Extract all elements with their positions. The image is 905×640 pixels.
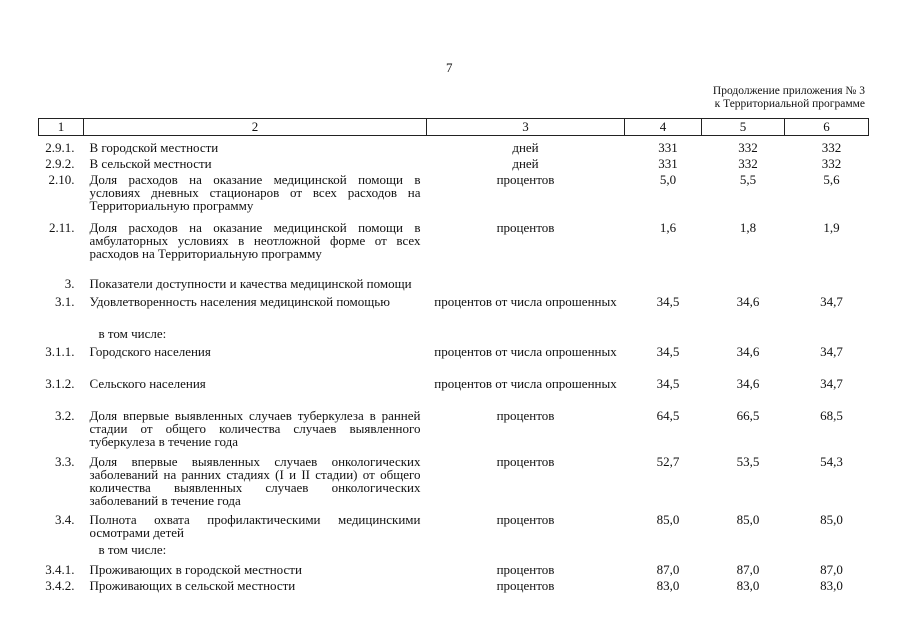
- row-unit: процентов: [496, 454, 555, 469]
- header-col-6: 6: [785, 119, 869, 136]
- row-value-col5: [702, 543, 785, 563]
- row-unit: процентов от числа опрошенных: [434, 344, 617, 359]
- row-value-col4: 331: [658, 156, 678, 171]
- row-unit: процентов: [496, 172, 555, 187]
- row-description: В городской местности: [89, 140, 219, 155]
- row-number: 3.1.1.: [45, 344, 75, 359]
- row-value-col5: 34,6: [736, 376, 760, 391]
- row-value-col6: [785, 277, 869, 295]
- table-row: [39, 157, 869, 173]
- row-value-col4: 34,5: [656, 344, 680, 359]
- row-number: 3.1.2.: [45, 376, 75, 391]
- row-value-col5: 5,5: [739, 172, 757, 187]
- row-value-col5: [702, 327, 785, 345]
- row-value-col6: 54,3: [820, 454, 843, 469]
- row-number: 3.3.: [55, 454, 75, 469]
- header-col-1: 1: [39, 119, 84, 136]
- row-value-col6: 85,0: [820, 512, 843, 527]
- row-value-col6: 87,0: [820, 562, 843, 577]
- row-unit: процентов: [496, 220, 555, 235]
- table-row: [39, 579, 869, 595]
- row-description: в том числе:: [98, 542, 167, 557]
- row-unit: процентов: [496, 562, 555, 577]
- row-value-col6: 83,0: [820, 578, 843, 593]
- row-number: [39, 543, 84, 563]
- row-unit: процентов от числа опрошенных: [434, 294, 617, 309]
- section-row: [39, 277, 869, 295]
- row-value-col4: 331: [658, 140, 678, 155]
- continuation-caption: [713, 85, 865, 111]
- row-value-col6: 34,7: [820, 376, 843, 391]
- row-number: [39, 327, 84, 345]
- continuation-line-1: Продолжение приложения № 3: [712, 85, 865, 97]
- row-value-col5: 332: [738, 156, 758, 171]
- row-unit: дней: [512, 140, 539, 155]
- row-value-col4: 1,6: [659, 220, 677, 235]
- header-col-3: 3: [427, 119, 625, 136]
- row-number: 3.4.1.: [45, 562, 75, 577]
- table-row: [39, 221, 869, 277]
- header-col-5: 5: [702, 119, 785, 136]
- row-number: 3.4.2.: [45, 578, 75, 593]
- row-value-col4: 52,7: [656, 454, 680, 469]
- subheading-row: [39, 543, 869, 563]
- row-description: В сельской местности: [89, 156, 212, 171]
- row-value-col4: 5,0: [659, 172, 677, 187]
- row-value-col5: 34,6: [736, 294, 760, 309]
- row-value-col5: 85,0: [736, 512, 760, 527]
- row-value-col5: 83,0: [736, 578, 760, 593]
- row-description: Сельского населения: [89, 376, 206, 391]
- row-value-col5: 332: [738, 140, 758, 155]
- row-value-col4: [625, 543, 702, 563]
- row-description: Доля впервые выявленных случаев туберкулеза в ранней стадии от общего количества случаев выявленного туберкулеза в течение года: [89, 408, 421, 449]
- row-number: 3.2.: [55, 408, 75, 423]
- row-value-col6: [785, 327, 869, 345]
- row-value-col6: 332: [821, 156, 842, 171]
- header-col-4: 4: [625, 119, 702, 136]
- row-description: Полнота охвата профилактическими медицинскими осмотрами детей: [89, 512, 421, 540]
- row-value-col5: 66,5: [736, 408, 760, 423]
- row-unit: процентов: [496, 408, 555, 423]
- row-value-col4: 83,0: [656, 578, 680, 593]
- table-row: [39, 563, 869, 579]
- row-value-col5: 1,8: [739, 220, 757, 235]
- row-unit: [427, 327, 625, 345]
- row-number: 3.1.: [55, 294, 75, 309]
- table-row: [39, 513, 869, 543]
- row-unit: [427, 543, 625, 563]
- row-description: Доля расходов на оказание медицинской помощи в амбулаторных условиях в неотложной форме от всех расходов на Территориальную программу: [89, 220, 421, 261]
- row-value-col5: 87,0: [736, 562, 760, 577]
- row-value-col6: 34,7: [820, 344, 843, 359]
- row-description: в том числе:: [98, 326, 167, 341]
- table-row: [39, 455, 869, 513]
- row-number: 2.11.: [48, 220, 75, 235]
- table-row: [39, 173, 869, 221]
- row-number: 2.9.2.: [45, 156, 75, 171]
- row-value-col6: 34,7: [820, 294, 843, 309]
- table-row: [39, 345, 869, 377]
- table-row: [39, 377, 869, 409]
- row-unit: дней: [512, 156, 539, 171]
- row-value-col4: 34,5: [656, 294, 680, 309]
- section-title: Показатели доступности и качества медицинской помощи: [89, 276, 412, 291]
- row-value-col4: 87,0: [656, 562, 680, 577]
- row-value-col4: 34,5: [656, 376, 680, 391]
- row-value-col4: [625, 277, 702, 295]
- row-number: 2.10.: [48, 172, 75, 187]
- row-value-col4: 85,0: [656, 512, 680, 527]
- row-unit: процентов: [496, 578, 555, 593]
- row-value-col6: 68,5: [820, 408, 843, 423]
- row-value-col4: 64,5: [656, 408, 680, 423]
- row-unit: процентов от числа опрошенных: [434, 376, 617, 391]
- row-number: 3.4.: [55, 512, 75, 527]
- row-unit: процентов: [496, 512, 555, 527]
- table-row: [39, 409, 869, 455]
- indicators-table: [38, 118, 869, 595]
- row-value-col5: 53,5: [736, 454, 760, 469]
- table-row: [39, 295, 869, 327]
- section-number: 3.: [64, 276, 75, 291]
- row-value-col6: [785, 543, 869, 563]
- row-value-col4: [625, 327, 702, 345]
- row-description: Доля впервые выявленных случаев онкологических заболеваний на ранних стадиях (I и II стадии) от общего количества выявленных случаев онкологических заболеваний в течение года: [89, 454, 421, 508]
- row-value-col6: 332: [821, 140, 842, 155]
- table-row: [39, 136, 869, 158]
- row-description: Проживающих в городской местности: [89, 562, 302, 577]
- row-value-col5: [702, 277, 785, 295]
- row-value-col6: 1,9: [823, 220, 840, 235]
- row-description: Проживающих в сельской местности: [89, 578, 296, 593]
- continuation-line-2: к Территориальной программе: [714, 98, 865, 110]
- header-col-2: 2: [84, 119, 427, 136]
- subheading-row: [39, 327, 869, 345]
- row-number: 2.9.1.: [45, 140, 75, 155]
- row-value-col5: 34,6: [736, 344, 760, 359]
- row-value-col6: 5,6: [823, 172, 840, 187]
- table-header-row: [39, 119, 869, 136]
- page-number: 7: [446, 60, 453, 75]
- row-description: Городского населения: [89, 344, 211, 359]
- row-description: Удовлетворенность населения медицинской помощью: [89, 294, 390, 309]
- row-description: Доля расходов на оказание медицинской помощи в условиях дневных стационаров от всех расходов на Территориальную программу: [89, 172, 421, 213]
